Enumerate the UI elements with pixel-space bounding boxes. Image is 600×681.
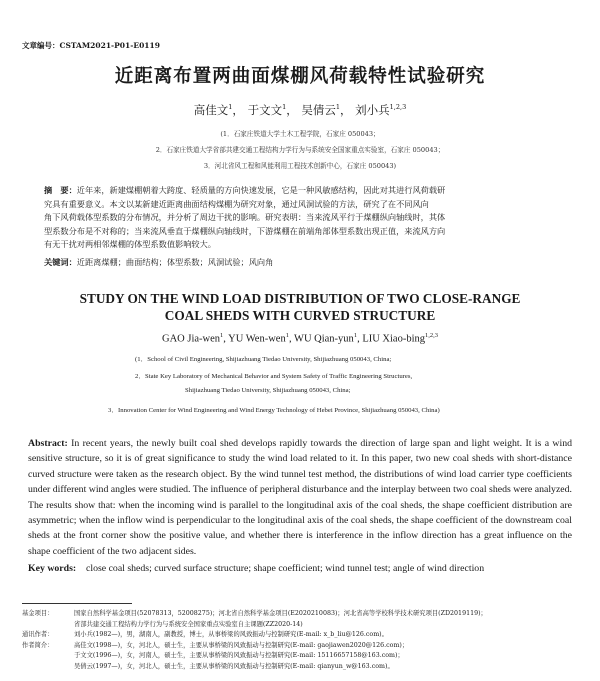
- english-authors: GAO Jia-wen$^1$, YU Wen-wen$^1$, WU Qian-yun$^1$, LIU Xiao-bing$^{1,2,3}$: [161, 332, 439, 345]
- footnote-divider: [22, 603, 132, 604]
- footnote-label: 通讯作者：: [22, 631, 54, 639]
- abstract-line: 型系数分布是不对称的；当来流风垂直于煤棚纵向轴线时，下游煤棚在前端角部体型系数出现正值，来流风方向: [44, 225, 446, 236]
- footnote-text: 高佳文(1998—)，女，河北人，硕士生，主要从事桥梁的风致振动与控制研究(E-mail: gaojiawen2020@126.com)；: [74, 641, 409, 649]
- footnote-row: [22, 609, 582, 620]
- chinese-title: 近距离布置两曲面煤棚风荷载特性试验研究: [114, 66, 486, 87]
- author-sup: 1,2,3: [389, 103, 407, 112]
- author-name: YU Wen-wen: [228, 333, 286, 345]
- footnote-text: 于文文(1996—)，女，河南人，硕士生，主要从事桥梁的风致振动与控制研究(E-mail: 15116657158@163.com)；: [74, 652, 404, 660]
- chinese-affiliation: 2．石家庄铁道大学省部共建交通工程结构力学行为与系统安全国家重点实验室，石家庄 050043；: [155, 146, 445, 154]
- footnote-row: [22, 641, 582, 652]
- author-name: 高佳文: [193, 103, 229, 117]
- chinese-abstract: [44, 184, 560, 252]
- english-affiliation: (1．School of Civil Engineering, Shijiazhuang Tiedao University, Shijiazhuang 050043, China;: [135, 356, 392, 363]
- abstract-label: Abstract:: [28, 438, 68, 449]
- footnote-label: 作者简介：: [22, 641, 54, 649]
- footnote-label: 基金项目：: [22, 610, 54, 617]
- english-title-line: STUDY ON THE WIND LOAD DISTRIBUTION OF TWO CLOSE-RANGE: [79, 291, 521, 306]
- chinese-affiliation: 3．河北省风工程和风能利用工程技术创新中心，石家庄 050043): [203, 162, 397, 170]
- footnote-row: [22, 662, 582, 673]
- english-title-line: COAL SHEDS WITH CURVED STRUCTURE: [164, 308, 436, 323]
- author-name: 刘小兵: [355, 103, 390, 117]
- footnotes: [22, 609, 582, 673]
- author-sup: 1: [285, 332, 289, 339]
- footnote-text: 国家自然科学基金项目(52078313，52008275)；河北省自然科学基金项目(E2020210083)；河北省高等学校科学技术研究项目(ZD2019119)；: [74, 610, 487, 617]
- abstract-line: 角下风荷载体型系数的分布情况，并分析了周边干扰的影响。研究表明：当来流风平行于煤棚纵向轴线时，其体: [44, 212, 446, 223]
- footnote-row: [22, 630, 582, 641]
- article-number: 文章编号：CSTAM2021-P01-E0119: [22, 41, 160, 50]
- author-sup: 1: [353, 332, 358, 339]
- english-title: [0, 290, 600, 324]
- footnote-row: [22, 651, 582, 662]
- author-sup: 1: [282, 103, 287, 112]
- english-affiliation: 3．Innovation Center for Wind Engineering and Wind Energy Technology of Hebei Province, Shijiazhuang 050043, China): [108, 407, 440, 414]
- keywords-label: 关键词：: [44, 257, 77, 267]
- abstract-label: 摘 要：: [44, 185, 77, 195]
- author-sup: 1: [220, 332, 224, 339]
- chinese-affiliation: (1．石家庄铁道大学土木工程学院，石家庄 050043；: [220, 130, 380, 138]
- abstract-line: 究具有重要意义。本文以某新建近距离曲面结构煤棚为研究对象，通过风洞试验的方法，研究了在不同风向: [44, 198, 429, 209]
- author-name: 于文文: [247, 103, 283, 117]
- keywords-text: close coal sheds; curved surface structure; shape coefficient; wind tunnel test; angle of wind direction: [86, 563, 485, 574]
- english-abstract: [28, 436, 572, 559]
- author-name: GAO Jia-wen: [161, 333, 221, 345]
- chinese-keywords: [44, 256, 273, 270]
- english-affiliation: 2．State Key Laboratory of Mechanical Behavior and System Safety of Traffic Engineering Structures,: [135, 373, 413, 380]
- author-name: 吴倩云: [301, 103, 336, 117]
- author-sup: 1: [335, 103, 341, 112]
- chinese-authors: 高佳文$^1$， 于文文$^1$， 吴倩云$^1$， 刘小兵$^{1,2,3}$: [193, 103, 407, 117]
- abstract-line: 摘 要：近年来，新建煤棚朝着大跨度、轻质量的方向快速发展，它是一种风敏感结构，因此对其进行风荷载研: [44, 185, 446, 195]
- footnote-text: 刘小兵(1982—)，男，湖南人，副教授，博士，从事桥梁的风致振动与控制研究(E-mail: x_b_liu@126.com)。: [74, 631, 388, 639]
- keywords-text: 近距离煤棚；曲面结构；体型系数；风洞试验；风向角: [76, 257, 274, 267]
- abstract-text: In recent years, the newly built coal shed develops rapidly towards the direction of large span and light weight. It is a wind sensitive structure, so it is of great significance to study the wind load related to it. In this paper, two new coal sheds with short-distance curved structure were taken as the research object. By the wind tunnel test method, the distributions of wind load carrier type coefficients under different wind angles were studied. The influence of peripheral disturbance and the interplay between two coal sheds were analyzed. The results show that: when the incoming wind is parallel to the longitudinal axis of the coal sheds, the shape coefficient distribution are asymmetric; when the inflow wind is perpendicular to the longitudinal axis of the coal sheds, the shape coefficient of the downstream coal sheds at the front corner show the positive value, and whether there is interference in the inflow direction has a great influence on the shape coefficient of the two adjacent sides.: [28, 438, 573, 557]
- author-sup: 1: [228, 103, 233, 112]
- abstract-line: 有无干扰对两相邻煤棚的体型系数值影响较大。: [44, 239, 216, 250]
- footnote-text: 省部共建交通工程结构力学行为与系统安全国家重点实验室自主课题(ZZ2020-14): [74, 620, 303, 628]
- english-affiliation: Shijiazhuang Tiedao University, Shijiazhuang 050043, China;: [185, 387, 351, 394]
- author-sup: 1,2,3: [425, 332, 439, 339]
- author-name: WU Qian-yun: [294, 333, 354, 345]
- keywords-label: Key words:: [28, 563, 77, 574]
- author-name: LIU Xiao-bing: [362, 333, 426, 345]
- footnote-text: 吴倩云(1997—)，女，河北人，硕士生，主要从事桥梁的风致振动与控制研究(E-mail: qianyun_w@163.com)。: [74, 662, 394, 670]
- footnote-row: [22, 620, 582, 631]
